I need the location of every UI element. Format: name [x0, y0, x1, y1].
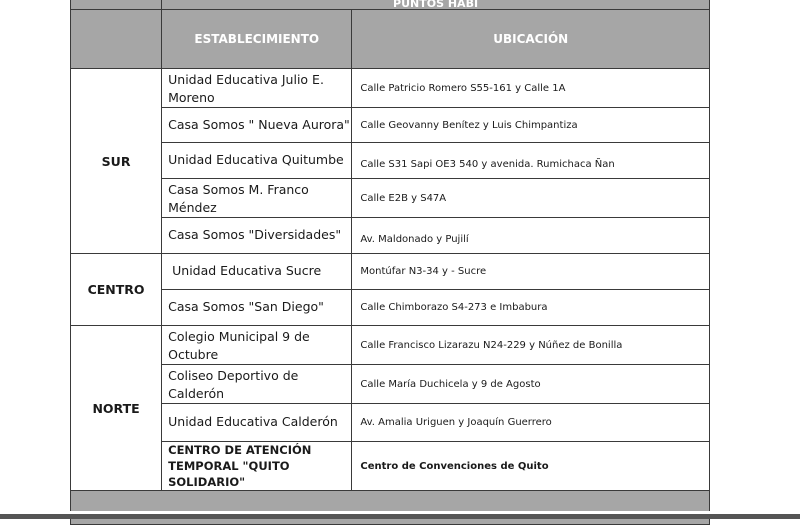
ubicacion-cell: Calle Patricio Romero S55-161 y Calle 1A	[352, 69, 710, 108]
region-centro: CENTRO	[71, 254, 162, 326]
table-row	[71, 404, 710, 442]
establecimiento-cell: Unidad Educativa Sucre	[162, 254, 352, 290]
header-establecimiento: ESTABLECIMIENTO	[162, 10, 352, 69]
establecimiento-cell: Unidad Educativa Julio E. Moreno	[162, 69, 352, 108]
table-row	[71, 69, 710, 108]
region-norte: NORTE	[71, 326, 162, 491]
establecimiento-cell: Coliseo Deportivo de Calderón	[162, 365, 352, 404]
header-corner	[71, 10, 162, 69]
region-sur: SUR	[71, 69, 162, 254]
title-corner	[71, 0, 162, 10]
footer-band	[71, 491, 710, 525]
establecimiento-cell: CENTRO DE ATENCIÓN TEMPORAL "QUITO SOLIDARIO"	[162, 442, 352, 491]
table-row	[71, 326, 710, 365]
ubicacion-cell: Calle Chimborazo S4-273 e Imbabura	[352, 290, 710, 326]
table-row	[71, 218, 710, 254]
table-row	[71, 365, 710, 404]
table-row	[71, 290, 710, 326]
establecimiento-cell: Colegio Municipal 9 de Octubre	[162, 326, 352, 365]
ubicacion-cell: Calle Francisco Lizarazu N24-229 y Núñez de Bonilla	[352, 326, 710, 365]
header-ubicacion: UBICACIÓN	[352, 10, 710, 69]
ubicacion-cell: Av. Maldonado y Pujilí	[352, 218, 710, 254]
establecimiento-cell: Unidad Educativa Quitumbe	[162, 143, 352, 179]
table-row	[71, 143, 710, 179]
ubicacion-cell: Calle Geovanny Benítez y Luis Chimpantiza	[352, 108, 710, 143]
establecimiento-cell: Casa Somos M. Franco Méndez	[162, 179, 352, 218]
establecimiento-cell: Unidad Educativa Calderón	[162, 404, 352, 442]
page-edge	[0, 514, 800, 519]
ubicacion-cell: Montúfar N3-34 y - Sucre	[352, 254, 710, 290]
header-row	[71, 10, 710, 69]
establecimiento-cell: Casa Somos "Diversidades"	[162, 218, 352, 254]
establecimiento-cell: Casa Somos " Nueva Aurora"	[162, 108, 352, 143]
table-title: PUNTOS HABI	[162, 0, 710, 10]
table-row	[71, 254, 710, 290]
ubicacion-cell: Calle María Duchicela y 9 de Agosto	[352, 365, 710, 404]
footer-row	[71, 491, 710, 525]
ubicacion-cell: Centro de Convenciones de Quito	[352, 442, 710, 491]
ubicacion-cell: Calle S31 Sapi OE3 540 y avenida. Rumichaca Ñan	[352, 143, 710, 179]
table-row	[71, 108, 710, 143]
table-row	[71, 179, 710, 218]
ubicacion-cell: Calle E2B y S47A	[352, 179, 710, 218]
table-row	[71, 442, 710, 491]
ubicacion-cell: Av. Amalia Uriguen y Joaquín Guerrero	[352, 404, 710, 442]
table-title-row	[71, 0, 710, 10]
establecimiento-cell: Casa Somos "San Diego"	[162, 290, 352, 326]
shelters-table	[70, 0, 710, 525]
